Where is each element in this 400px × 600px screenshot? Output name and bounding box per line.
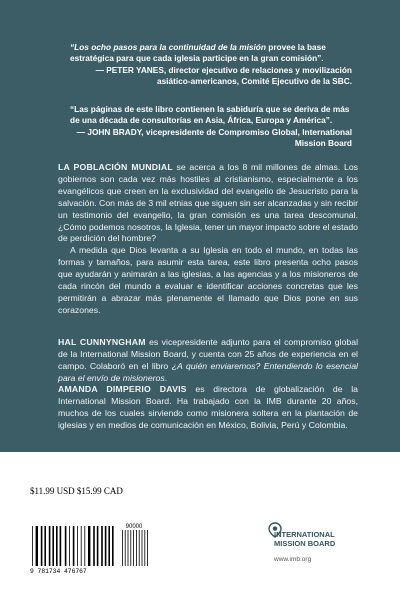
barcode-bar (139, 530, 140, 566)
quote-2-attribution: — JOHN BRADY, vicepresidente de Compromiso Global, International Mission Board (76, 126, 352, 148)
barcode-bar (41, 526, 43, 566)
price-label: $11.99 USD $15.99 CAD (30, 486, 123, 496)
barcode-bar (105, 526, 107, 566)
barcode-bar (49, 526, 51, 566)
quote-1-italic: “Los ocho pasos para la continuidad de la misión (70, 42, 266, 52)
author-2-text: es directora de globalización de la International Mission Board. Ha trabajado con la IMB durante 20 años, muchos de los cuales sirviendo como misionera soltera en la plantación de iglesias y en medios de comunicación en México, Bolivia, Perú y Colombia. (58, 384, 358, 430)
description-paragraph-1 (58, 162, 358, 245)
endorsement-quote-2 (70, 104, 352, 149)
barcode-bar (130, 530, 131, 566)
barcode-bar (101, 526, 103, 566)
barcode-bar (136, 530, 137, 566)
barcode-bar (125, 530, 126, 566)
isbn-label: ISBN 978-1-7344767-6-7 (30, 512, 134, 520)
book-description (58, 162, 358, 317)
author-bio-1 (58, 337, 358, 385)
author-1-text: es vicepresidente adjunto para el compromiso global de la International Mission Board, y cuenta con 25 años de experiencia en el campo. Colaboró en el libro (58, 337, 358, 371)
barcode-bar (77, 526, 78, 566)
barcode-bar (112, 526, 114, 566)
author-bio-2 (58, 384, 358, 432)
barcode-bar (36, 526, 38, 566)
barcode-bar (88, 526, 90, 566)
barcode-bar (128, 530, 129, 566)
publisher-url: www.imb.org (274, 556, 312, 563)
barcode-bar (32, 526, 33, 566)
author-1-book: ¿A quién enviaremos? Entendiendo lo esencial para el envío de misioneros (58, 360, 358, 383)
barcode-bar (44, 526, 46, 566)
barcode-bar (142, 530, 143, 566)
quote-1-text: provee la base estratégica para que cada iglesia participe en la gran comisión”. (70, 42, 326, 64)
description-p1-text: se acerca a los 8 mil millones de almas. Los gobiernos son cada vez más hostiles al cristianismo, especialmente a los evangélicos que creen en la exclusividad del evangelio de Jesucristo para la salvación. Con más de 3 mil etnias que siguen sin ser alcanzadas y sin recibir un testimonio del evangelio, la gran comisión es una tarea descomunal. ¿Cómo podemos nosotros, la Iglesia, tener un mayor impacto sobre el estado de perdición del hombre? (58, 162, 359, 244)
author-1-end: . (164, 372, 168, 383)
author-1-name: HAL CUNNYNGHAM (58, 337, 146, 347)
barcode-bar (108, 526, 110, 566)
barcode-bar (133, 530, 134, 566)
barcode-bar (144, 530, 145, 566)
barcode-bar (69, 526, 70, 566)
description-lead: LA POBLACIÓN MUNDIAL (58, 162, 173, 172)
barcode-bar (122, 530, 123, 566)
publisher-line-2: MISSION BOARD (274, 539, 336, 548)
barcode-bar (60, 526, 62, 566)
barcode-number: 9 781734 476767 (30, 568, 87, 574)
barcode-bar (65, 526, 67, 566)
isbn-barcode (30, 522, 152, 574)
barcode-bar (84, 526, 85, 566)
barcode-bar (56, 526, 58, 566)
publisher-line-1: INTERNATIONAL (274, 530, 335, 539)
barcode-bar (147, 530, 148, 566)
endorsement-quote-1 (70, 42, 352, 87)
barcode-addon-number: 90000 (125, 524, 143, 530)
barcode-bar (73, 526, 75, 566)
quote-2-text: “Las páginas de este libro contienen la sabiduría que se deriva de más de una década de consultorías en Asia, África, Europa y América”. (70, 104, 350, 126)
barcode-bar (52, 526, 54, 566)
barcode-bar (93, 526, 95, 566)
publisher-logo-text (274, 530, 335, 548)
quote-1-attribution: — PETER YANES, director ejecutivo de relaciones y movilización asiático-americanos, Comité Ejecutivo de la SBC. (95, 64, 352, 86)
barcode-bar (97, 526, 99, 566)
author-2-name: AMANDA DIMPERIO DAVIS (58, 384, 187, 394)
barcode-bar (81, 526, 82, 566)
description-paragraph-2: A medida que Dios levanta a su Iglesia en todo el mundo, en todas las formas y tamaños, para asumir esta tarea, este libro presenta ocho pasos que ayudarán y animarán a las iglesias, a las agencias y a los misioneros de cada rincón del mundo a evaluar e identificar acciones concretas que les permitirán a abrazar más plenamente el llamado que Dios pone en sus corazones. (58, 245, 358, 315)
